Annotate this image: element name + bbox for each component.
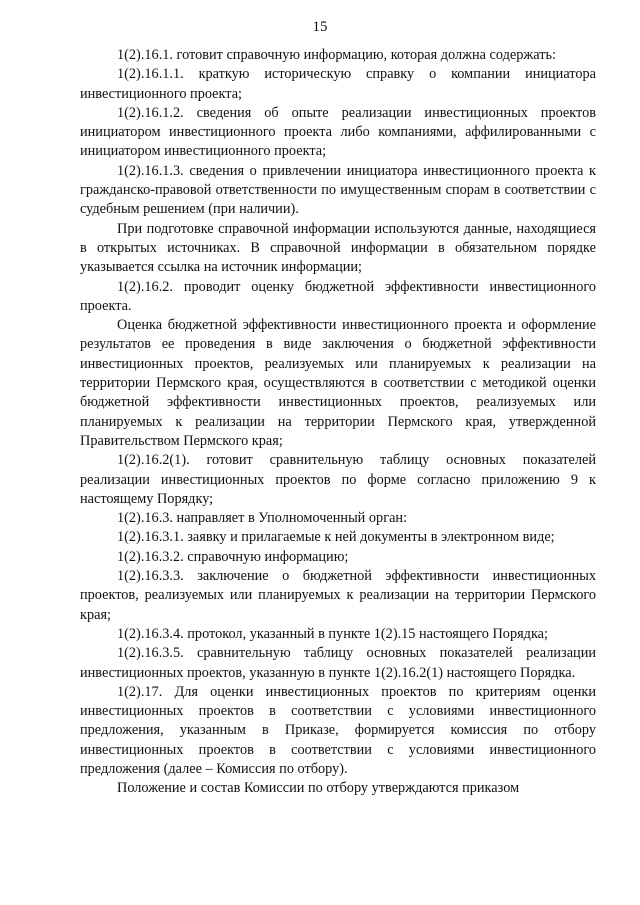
paragraph-sources-note: При подготовке справочной информации используются данные, находящиеся в открытых источниках. В справочной информации в обязательном порядке указывается ссылка на источник информации; — [80, 220, 596, 276]
paragraph-budget-evaluation: Оценка бюджетной эффективности инвестиционного проекта и оформление результатов ее проведения в виде заключения о бюджетной эффективности инвестиционных проектов, реализуемых или планируемых к реализации на территории Пермского края, осуществляются в соответствии с методикой оценки бюджетной эффективности инвестиционных проектов, реализуемых или планируемых к реализации на территории Пермского края, утвержденной Правительством Пермского края; — [80, 317, 596, 449]
paragraph-16-1-2: 1(2).16.1.2. сведения об опыте реализации инвестиционных проектов инициатором инвестиционного проекта либо компаниями, аффилированными с инициатором инвестиционного проекта; — [80, 104, 596, 160]
paragraph-commission-regulation: Положение и состав Комиссии по отбору утверждаются приказом — [117, 780, 520, 797]
paragraph-16-2-1: 1(2).16.2(1). готовит сравнительную таблицу основных показателей реализации инвестиционных проектов по форме согласно приложению 9 к настоящему Порядку; — [80, 452, 596, 507]
paragraph-16-3-5: 1(2).16.3.5. сравнительную таблицу основных показателей реализации инвестиционных проектов, указанную в пункте 1(2).16.2(1) настоящего Порядка. — [80, 645, 596, 681]
paragraph-16-3-2: 1(2).16.3.2. справочную информацию; — [117, 548, 349, 565]
paragraph-16-1: 1(2).16.1. готовит справочную информацию, которая должна содержать: — [117, 47, 556, 63]
paragraph-16-3: 1(2).16.3. направляет в Уполномоченный орган: — [117, 510, 408, 527]
document-body — [80, 46, 596, 799]
paragraph-16-3-3: 1(2).16.3.3. заключение о бюджетной эффективности инвестиционных проектов, реализуемых или планируемых к реализации на территории Пермского края; — [80, 568, 596, 623]
paragraph-16-1-3: 1(2).16.1.3. сведения о привлечении инициатора инвестиционного проекта к гражданско-правовой ответственности по имущественным спорам в соответствии с судебным решением (при наличии). — [80, 162, 596, 218]
paragraph-16-3-1: 1(2).16.3.1. заявку и прилагаемые к ней документы в электронном виде; — [117, 529, 555, 546]
paragraph-16-2: 1(2).16.2. проводит оценку бюджетной эффективности инвестиционного проекта. — [80, 278, 596, 314]
paragraph-17: 1(2).17. Для оценки инвестиционных проектов по критериям оценки инвестиционных проектов в соответствии с условиями инвестиционного предложения, указанным в Приказе, формируется комиссия по отбору инвестиционных проектов в соответствии с условиями инвестиционного предложения (далее – Комиссия по отбору). — [80, 683, 596, 777]
paragraph-16-1-1: 1(2).16.1.1. краткую историческую справку о компании инициатора инвестиционного проекта; — [80, 66, 596, 102]
paragraph-16-3-4: 1(2).16.3.4. протокол, указанный в пункте 1(2).15 настоящего Порядка; — [117, 625, 548, 642]
page-number: 15 — [312, 19, 328, 35]
